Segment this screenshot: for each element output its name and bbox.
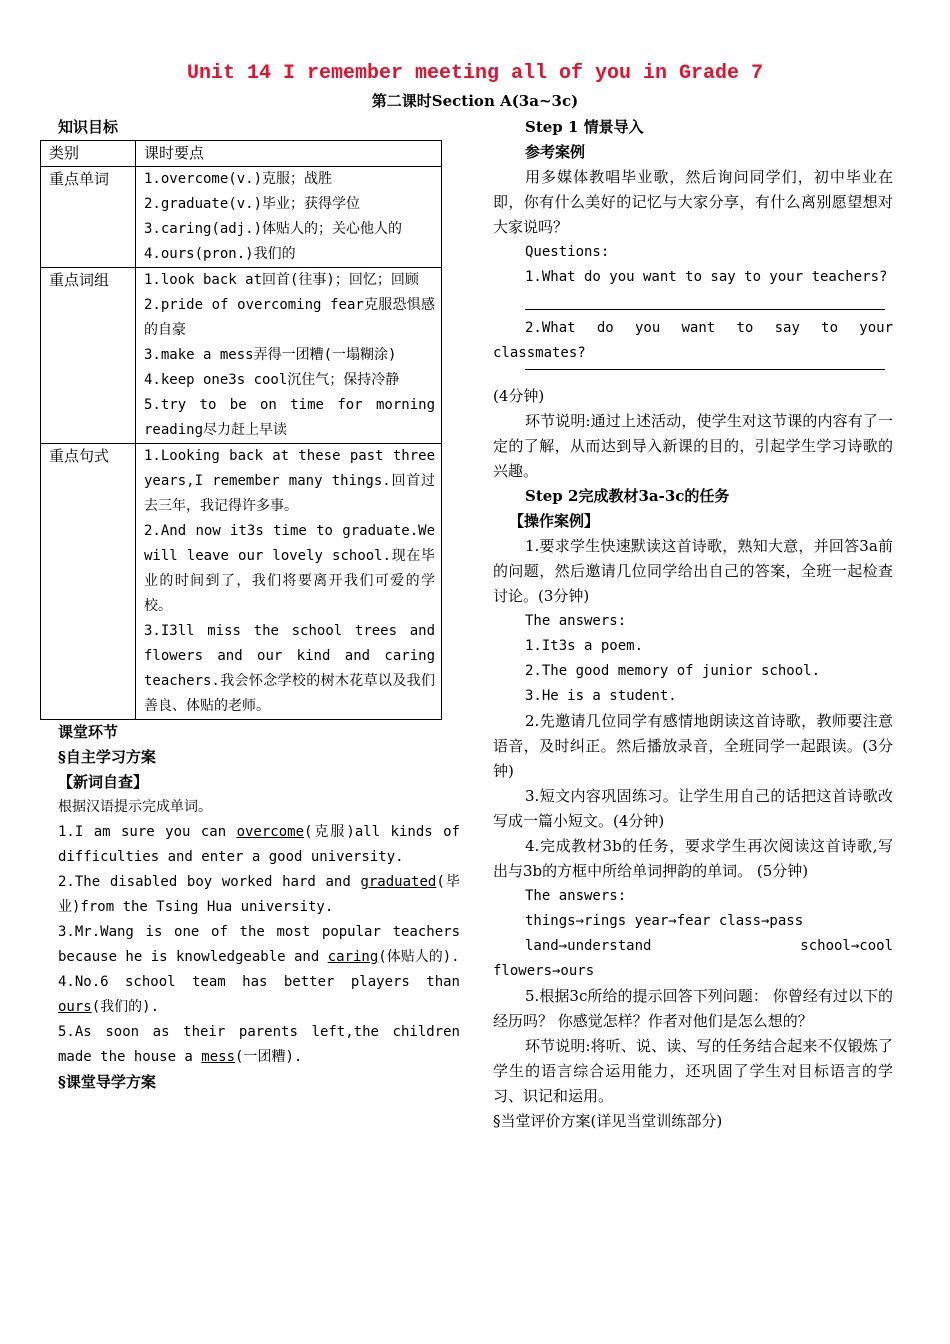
right-column bbox=[493, 115, 893, 1134]
table-header-row bbox=[41, 141, 442, 167]
task-paragraph: 1.要求学生快速默读这首诗歌，熟知大意，并回答3a前的问题，然后邀请几位同学给出自己的答案，全班一起检查讨论。(3分钟) bbox=[493, 537, 893, 605]
exercise-answer: graduated bbox=[360, 874, 437, 890]
exercise-answer: caring bbox=[327, 949, 379, 965]
time-note: (4分钟) bbox=[493, 387, 545, 405]
exercise-text: (一团糟). bbox=[235, 1049, 303, 1065]
exercise-item bbox=[40, 970, 460, 1020]
exercise-text: (我们的). bbox=[91, 999, 160, 1015]
step2-heading: Step 2完成教材3a-3c的任务 bbox=[525, 487, 730, 505]
rhyme-line: things→rings year→fear class→pass bbox=[525, 913, 804, 929]
knowledge-heading: 知识目标 bbox=[58, 118, 119, 136]
table-category: 重点词组 bbox=[41, 268, 136, 444]
questions-label: Questions: bbox=[525, 244, 610, 260]
exercise-text: (体贴人的). bbox=[378, 949, 460, 965]
table-items bbox=[136, 268, 442, 444]
exercise-item bbox=[40, 870, 460, 920]
ref-case-heading: 参考案例 bbox=[525, 143, 586, 161]
list-item: 1.overcome(v.)克服；战胜 bbox=[144, 171, 333, 187]
exercise-text: 2.The disabled boy worked hard and bbox=[58, 874, 361, 890]
rhyme-pair: land→understand bbox=[525, 938, 652, 954]
list-item: 1.look back at回首(往事)；回忆；回顾 bbox=[144, 272, 419, 288]
task-paragraph: 4.完成教材3b的任务，要求学生再次阅读这首诗歌,写出与3b的方框中所给单词押韵的单词。 (5分钟) bbox=[493, 837, 893, 880]
task-paragraph: 5.根据3c所给的提示回答下列问题： 你曾经有过以下的经历吗？ 你感觉怎样？作者对他们是怎么想的？ bbox=[493, 987, 893, 1030]
exercise-item bbox=[40, 920, 460, 970]
exercise-text: (毕业)from the Tsing Hua university. bbox=[58, 874, 460, 915]
exercise-text: (克服)all kinds of difficulties and enter a good university. bbox=[58, 824, 460, 865]
exercise-answer: overcome bbox=[236, 824, 304, 840]
answer-item: 3.He is a student. bbox=[525, 688, 677, 704]
question-1: 1.What do you want to say to your teachers? bbox=[525, 269, 888, 285]
task-paragraph: 3.短文内容巩固练习。让学生用自己的话把这首诗歌改写成一篇小短文。(4分钟) bbox=[493, 787, 893, 830]
class-heading: 课堂环节 bbox=[58, 723, 119, 741]
exercise-text: 1.I am sure you can bbox=[58, 824, 237, 840]
rhyme-line: flowers→ours bbox=[493, 963, 595, 979]
exercise-answer: mess bbox=[201, 1049, 236, 1065]
table-row bbox=[41, 444, 442, 720]
self-study-heading: §自主学习方案 bbox=[58, 748, 156, 766]
question-2: 2.What do you want to say to your classmates? bbox=[493, 320, 893, 361]
section-note: 环节说明:通过上述活动，使学生对这节课的内容有了一定的了解，从而达到导入新课的目的，引起学生学习诗歌的兴趣。 bbox=[493, 412, 893, 480]
answer-line bbox=[525, 308, 885, 310]
list-item: 3.caring(adj.)体贴人的；关心他人的 bbox=[144, 221, 403, 237]
guide-heading: §课堂导学方案 bbox=[58, 1073, 156, 1091]
exercise-text: 5.As soon as their parents left,the children made the house a bbox=[58, 1024, 460, 1065]
rhyme-pair: school→cool bbox=[800, 938, 893, 954]
page-subtitle: 第二课时Section A(3a~3c) bbox=[371, 92, 579, 110]
table-items bbox=[136, 444, 442, 720]
answer-item: 2.The good memory of junior school. bbox=[525, 663, 821, 679]
answer-item: 1.It3s a poem. bbox=[525, 638, 644, 654]
exercise-text: 3.Mr.Wang is one of the most popular teachers because he is knowledgeable and bbox=[58, 924, 460, 965]
answers-label: The answers: bbox=[525, 613, 627, 629]
exercise-item bbox=[40, 1020, 460, 1070]
rhyme-line bbox=[493, 934, 893, 959]
task-paragraph: 2.先邀请几位同学有感情地朗读这首诗歌，教师要注意语音，及时纠正。然后播放录音，全班同学一起跟读。(3分钟) bbox=[493, 712, 893, 780]
evaluation-heading: §当堂评价方案(详见当堂训练部分) bbox=[493, 1112, 723, 1130]
left-column bbox=[40, 115, 460, 1095]
list-item: 2.pride of overcoming fear克服恐惧感的自豪 bbox=[144, 297, 435, 338]
intro-paragraph: 用多媒体教唱毕业歌，然后询问同学们，初中毕业在即，你有什么美好的记忆与大家分享，有什么离别愿望想对大家说吗？ bbox=[493, 168, 893, 236]
exercise-text: 4.No.6 school team has better players than bbox=[58, 974, 460, 990]
section-note: 环节说明:将听、说、读、写的任务结合起来不仅锻炼了学生的语言综合运用能力，还巩固了学生对目标语言的学习、识记和运用。 bbox=[493, 1037, 893, 1105]
list-item: 3.I3ll miss the school trees and flowers and our kind and caring teachers.我会怀念学校的树木花草以及我们善良、体贴的老师。 bbox=[144, 623, 435, 714]
table-row bbox=[41, 268, 442, 444]
knowledge-table bbox=[40, 140, 442, 720]
table-header-cell: 类别 bbox=[41, 141, 136, 167]
exercise-answer: ours bbox=[58, 999, 92, 1015]
table-category: 重点单词 bbox=[41, 167, 136, 268]
list-item: 4.ours(pron.)我们的 bbox=[144, 246, 296, 262]
list-item: 3.make a mess弄得一团糟(一塌糊涂) bbox=[144, 347, 397, 363]
step1-heading: Step 1 情景导入 bbox=[525, 118, 644, 136]
exercise-item bbox=[40, 820, 460, 870]
list-item: 4.keep one3s cool沉住气；保持冷静 bbox=[144, 372, 400, 388]
table-items bbox=[136, 167, 442, 268]
op-case-heading: 【操作案例】 bbox=[509, 512, 600, 530]
list-item: 1.Looking back at these past three years,I remember many things.回首过去三年，我记得许多事。 bbox=[144, 448, 435, 514]
table-header-cell: 课时要点 bbox=[136, 141, 442, 167]
list-item: 2.And now it3s time to graduate.We will leave our lovely school.现在毕业的时间到了，我们将要离开我们可爱的学校。 bbox=[144, 523, 435, 614]
page-title: Unit 14 I remember meeting all of you in Grade 7 bbox=[186, 62, 764, 85]
table-category: 重点句式 bbox=[41, 444, 136, 720]
table-row bbox=[41, 167, 442, 268]
answer-line bbox=[525, 368, 885, 370]
instruction-text: 根据汉语提示完成单词。 bbox=[58, 799, 212, 815]
answers-label: The answers: bbox=[525, 888, 627, 904]
new-words-heading: 【新词自查】 bbox=[58, 773, 149, 791]
list-item: 5.try to be on time for morning reading尽力赶上早读 bbox=[144, 397, 435, 438]
list-item: 2.graduate(v.)毕业；获得学位 bbox=[144, 196, 361, 212]
